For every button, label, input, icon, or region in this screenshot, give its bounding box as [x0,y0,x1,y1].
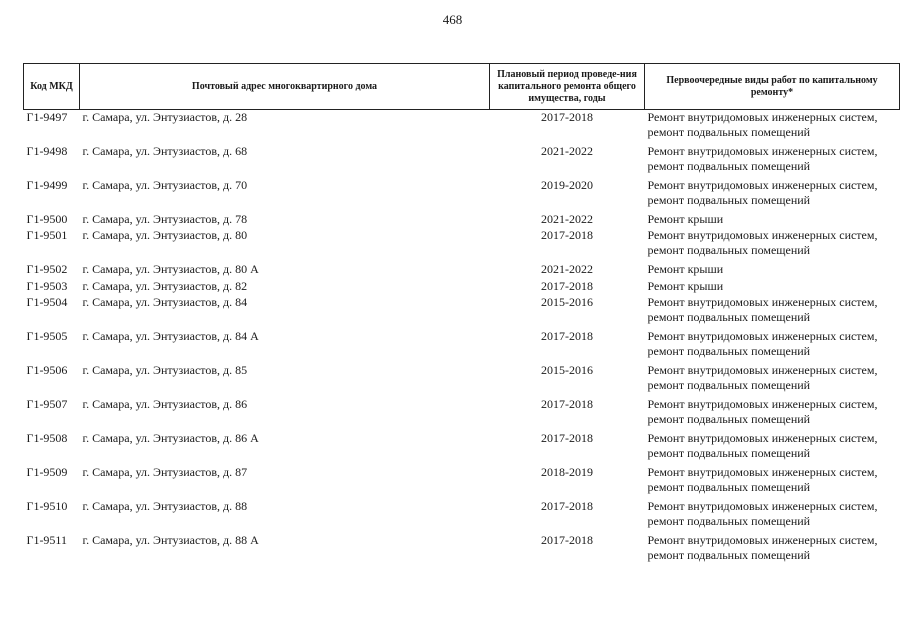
mkd-address: г. Самара, ул. Энтузиастов, д. 80 [82,228,248,242]
repair-works-line-1: Ремонт внутридомовых инженерных систем, [647,228,878,242]
mkd-address: г. Самара, ул. Энтузиастов, д. 88 [82,499,248,513]
repair-works [645,228,900,262]
repair-period: 2021-2022 [541,212,593,226]
repair-works [645,363,900,397]
table-row [24,397,900,431]
repair-period: 2021-2022 [541,262,593,276]
repair-works-line-1: Ремонт внутридомовых инженерных систем, [647,144,878,158]
repair-works-line-2: ремонт подвальных помещений [647,480,811,494]
mkd-address: г. Самара, ул. Энтузиастов, д. 87 [82,465,248,479]
page-number: 468 [442,12,463,27]
repair-works [645,295,900,329]
repair-works-line-1: Ремонт внутридомовых инженерных систем, [647,363,878,377]
table-row [24,279,900,295]
table-row [24,212,900,228]
mkd-address: г. Самара, ул. Энтузиастов, д. 88 А [82,533,259,547]
repair-works-line-2: ремонт подвальных помещений [647,193,811,207]
mkd-address: г. Самара, ул. Энтузиастов, д. 86 А [82,431,259,445]
repair-period: 2015-2016 [541,363,593,377]
mkd-code: Г1-9502 [26,262,68,276]
repair-works [645,431,900,465]
mkd-code: Г1-9503 [26,279,68,293]
repair-works-line-1: Ремонт крыши [647,279,724,293]
repair-works-line-2: ремонт подвальных помещений [647,243,811,257]
mkd-code: Г1-9505 [26,329,68,343]
mkd-address: г. Самара, ул. Энтузиастов, д. 82 [82,279,248,293]
repair-works-line-1: Ремонт крыши [647,212,724,226]
mkd-code: Г1-9499 [26,178,68,192]
header-code: Код МКД [24,64,80,110]
mkd-code: Г1-9506 [26,363,68,377]
mkd-address: г. Самара, ул. Энтузиастов, д. 78 [82,212,248,226]
mkd-address: г. Самара, ул. Энтузиастов, д. 85 [82,363,248,377]
mkd-code: Г1-9501 [26,228,68,242]
repair-works [645,397,900,431]
table-row [24,110,900,145]
repair-works-line-2: ремонт подвальных помещений [647,159,811,173]
mkd-address: г. Самара, ул. Энтузиастов, д. 80 А [82,262,259,276]
mkd-code: Г1-9500 [26,212,68,226]
repair-works-line-1: Ремонт внутридомовых инженерных систем, [647,431,878,445]
table-row [24,329,900,363]
repair-works-line-2: ремонт подвальных помещений [647,412,811,426]
repair-works [645,212,900,228]
mkd-address: г. Самара, ул. Энтузиастов, д. 84 [82,295,248,309]
repair-period: 2021-2022 [541,144,593,158]
repair-period: 2018-2019 [541,465,593,479]
repair-works [645,329,900,363]
repair-period: 2017-2018 [541,228,593,242]
repair-works-line-2: ремонт подвальных помещений [647,125,811,139]
header-period: Плановый период проведе-ния капитального ремонта общего имущества, годы [490,64,645,110]
repair-works-line-2: ремонт подвальных помещений [647,310,811,324]
repair-works [645,262,900,279]
repair-works-line-1: Ремонт внутридомовых инженерных систем, [647,295,878,309]
repair-period: 2017-2018 [541,499,593,513]
repair-works [645,465,900,499]
repair-works-line-1: Ремонт внутридомовых инженерных систем, [647,178,878,192]
repair-works [645,178,900,212]
repair-works-line-1: Ремонт внутридомовых инженерных систем, [647,533,878,547]
repair-works-line-1: Ремонт внутридомовых инженерных систем, [647,465,878,479]
repair-works-line-1: Ремонт внутридомовых инженерных систем, [647,499,878,513]
table-row [24,262,900,279]
table-row [24,228,900,262]
table-row [24,431,900,465]
repair-works-line-2: ремонт подвальных помещений [647,446,811,460]
header-address: Почтовый адрес многоквартирного дома [80,64,490,110]
repair-period: 2017-2018 [541,533,593,547]
table-row [24,465,900,499]
repair-works [645,533,900,567]
mkd-address: г. Самара, ул. Энтузиастов, д. 84 А [82,329,259,343]
repair-period: 2019-2020 [541,178,593,192]
table-row [24,499,900,533]
table-row [24,363,900,397]
mkd-address: г. Самара, ул. Энтузиастов, д. 86 [82,397,248,411]
repair-period: 2017-2018 [541,279,593,293]
repair-period: 2017-2018 [541,329,593,343]
mkd-code: Г1-9507 [26,397,68,411]
table-header-row [24,64,900,110]
table-row [24,533,900,567]
repair-works-line-1: Ремонт крыши [647,262,724,276]
repair-works-line-2: ремонт подвальных помещений [647,378,811,392]
table-row [24,295,900,329]
repair-period: 2017-2018 [541,397,593,411]
repair-works-line-1: Ремонт внутридомовых инженерных систем, [647,397,878,411]
mkd-code: Г1-9504 [26,295,68,309]
header-works: Первоочередные виды работ по капитальному ремонту* [645,64,900,110]
table-row [24,178,900,212]
repair-period: 2017-2018 [541,110,593,124]
repair-works-line-1: Ремонт внутридомовых инженерных систем, [647,329,878,343]
repair-works-line-2: ремонт подвальных помещений [647,344,811,358]
repair-works [645,144,900,178]
mkd-code: Г1-9497 [26,110,68,124]
mkd-code: Г1-9498 [26,144,68,158]
mkd-address: г. Самара, ул. Энтузиастов, д. 28 [82,110,248,124]
capital-repair-table [23,63,900,567]
repair-period: 2015-2016 [541,295,593,309]
mkd-address: г. Самара, ул. Энтузиастов, д. 68 [82,144,248,158]
repair-period: 2017-2018 [541,431,593,445]
repair-works-line-2: ремонт подвальных помещений [647,548,811,562]
mkd-address: г. Самара, ул. Энтузиастов, д. 70 [82,178,248,192]
mkd-code: Г1-9511 [26,533,67,547]
repair-works [645,279,900,295]
mkd-code: Г1-9510 [26,499,68,513]
mkd-code: Г1-9509 [26,465,68,479]
repair-works [645,499,900,533]
table-row [24,144,900,178]
repair-works-line-1: Ремонт внутридомовых инженерных систем, [647,110,878,124]
repair-works [645,110,900,145]
repair-works-line-2: ремонт подвальных помещений [647,514,811,528]
mkd-code: Г1-9508 [26,431,68,445]
